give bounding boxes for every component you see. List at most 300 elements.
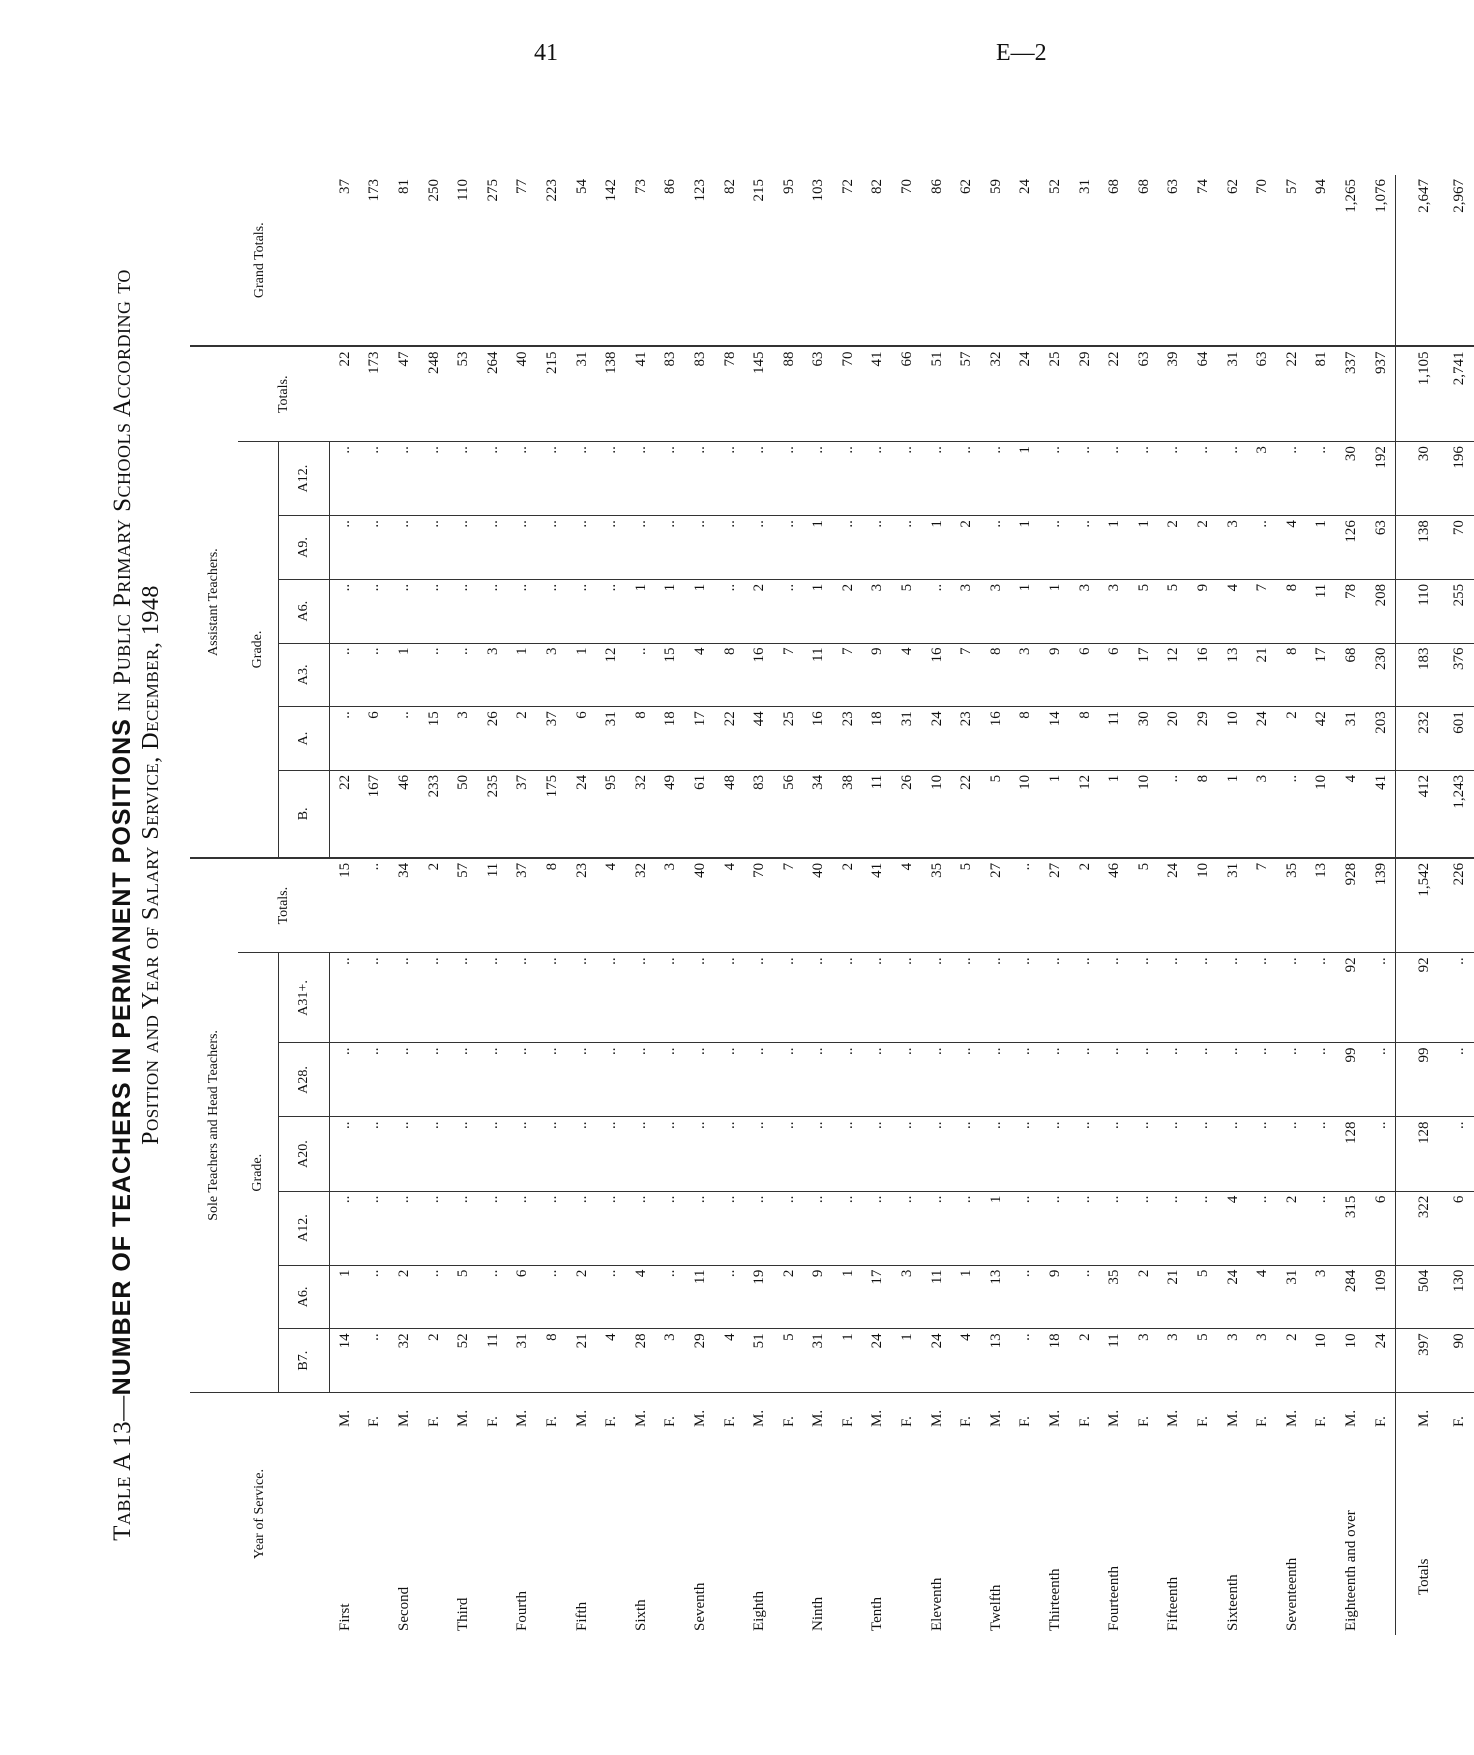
sole-value-cell: .. bbox=[922, 1117, 952, 1191]
asst-value-cell: 235 bbox=[478, 770, 508, 857]
asst-value-cell: 3 bbox=[448, 707, 478, 771]
grand-total-cell: 70 bbox=[1247, 175, 1277, 347]
asst-value-cell: 2 bbox=[1188, 516, 1218, 580]
asst-value-cell: 37 bbox=[508, 770, 538, 857]
sole-grade-col-header: A20. bbox=[279, 1117, 330, 1191]
asst-total-cell: 47 bbox=[389, 347, 419, 442]
sole-total-cell: 4 bbox=[715, 858, 745, 953]
grand-total-cell: 82 bbox=[715, 175, 745, 347]
sole-value-cell: .. bbox=[330, 1117, 360, 1191]
sole-value-cell: .. bbox=[537, 1043, 567, 1117]
sole-total-cell: 34 bbox=[389, 858, 419, 953]
sole-value-cell: .. bbox=[804, 1191, 834, 1265]
asst-value-cell: 30 bbox=[1396, 442, 1445, 516]
sole-value-cell: .. bbox=[833, 1043, 863, 1117]
year-cell: Sixth bbox=[632, 1599, 649, 1631]
sex-cell: F. bbox=[484, 1416, 501, 1427]
year-cell bbox=[1011, 1431, 1041, 1635]
sole-value-cell: 504 bbox=[1396, 1265, 1445, 1329]
asst-value-cell: 1 bbox=[1129, 516, 1159, 580]
asst-value-cell: 70 bbox=[1444, 516, 1474, 580]
asst-value-cell: 8 bbox=[1188, 770, 1218, 857]
sole-value-cell: .. bbox=[389, 1043, 419, 1117]
sole-value-cell: .. bbox=[1040, 1191, 1070, 1265]
title-main: NUMBER OF TEACHERS IN PERMANENT POSITIONS bbox=[108, 718, 136, 1396]
grand-total-cell: 86 bbox=[922, 175, 952, 347]
sole-value-cell: .. bbox=[478, 1191, 508, 1265]
asst-value-cell: 29 bbox=[1188, 707, 1218, 771]
sole-value-cell: .. bbox=[419, 1043, 449, 1117]
asst-value-cell: 49 bbox=[656, 770, 686, 857]
grand-total-cell: 275 bbox=[478, 175, 508, 347]
year-cell bbox=[774, 1431, 804, 1635]
asst-value-cell: 10 bbox=[1218, 707, 1248, 771]
sole-value-cell: 1 bbox=[330, 1265, 360, 1329]
asst-value-cell: 4 bbox=[1336, 770, 1366, 857]
sole-value-cell: .. bbox=[1444, 953, 1474, 1043]
asst-total-cell: 63 bbox=[804, 347, 834, 442]
year-cell: Ninth bbox=[810, 1596, 827, 1631]
grand-total-cell: 57 bbox=[1277, 175, 1307, 347]
asst-value-cell: 196 bbox=[1444, 442, 1474, 516]
year-cell: Sixteenth bbox=[1224, 1574, 1241, 1631]
asst-value-cell: 8 bbox=[715, 643, 745, 707]
sole-value-cell: .. bbox=[1040, 1043, 1070, 1117]
year-cell: Third bbox=[455, 1597, 472, 1631]
sole-value-cell: 3 bbox=[1307, 1265, 1337, 1329]
asst-value-cell: .. bbox=[922, 442, 952, 516]
sex-cell: F. bbox=[839, 1416, 856, 1427]
asst-total-cell: 31 bbox=[567, 347, 597, 442]
sole-total-cell: .. bbox=[1011, 858, 1041, 953]
sole-value-cell: .. bbox=[1218, 953, 1248, 1043]
asst-value-cell: 9 bbox=[1040, 643, 1070, 707]
sole-value-cell: .. bbox=[330, 1191, 360, 1265]
table-row bbox=[1188, 175, 1218, 1635]
asst-value-cell: .. bbox=[981, 442, 1011, 516]
sole-value-cell: .. bbox=[922, 1043, 952, 1117]
asst-total-cell: 31 bbox=[1218, 347, 1248, 442]
table-row bbox=[1040, 175, 1070, 1635]
asst-value-cell: 78 bbox=[1336, 579, 1366, 643]
sole-value-cell: 128 bbox=[1396, 1117, 1445, 1191]
asst-total-cell: 29 bbox=[1070, 347, 1100, 442]
assistant-teachers-header: Assistant Teachers. bbox=[190, 347, 238, 858]
asst-grade-header: Grade. bbox=[238, 442, 279, 858]
asst-value-cell: 208 bbox=[1366, 579, 1396, 643]
sole-value-cell: .. bbox=[508, 1191, 538, 1265]
sole-value-cell: 11 bbox=[685, 1265, 715, 1329]
sole-value-cell: .. bbox=[685, 1043, 715, 1117]
sole-value-cell: .. bbox=[1218, 1043, 1248, 1117]
year-cell: Second bbox=[395, 1586, 412, 1631]
year-cell: Thirteenth bbox=[1047, 1568, 1064, 1631]
asst-value-cell: .. bbox=[1159, 770, 1189, 857]
asst-value-cell: 24 bbox=[922, 707, 952, 771]
sole-value-cell: 35 bbox=[1099, 1265, 1129, 1329]
asst-value-cell: 8 bbox=[1011, 707, 1041, 771]
sole-total-cell: 23 bbox=[567, 858, 597, 953]
table-row bbox=[744, 175, 774, 1635]
sole-value-cell: .. bbox=[360, 1117, 390, 1191]
year-cell: Tenth bbox=[869, 1597, 886, 1631]
sole-value-cell: 315 bbox=[1336, 1191, 1366, 1265]
title-line2: Position and Year of Salary Service, December, 1948 bbox=[137, 585, 164, 1145]
asst-value-cell: 16 bbox=[804, 707, 834, 771]
asst-value-cell: 192 bbox=[1366, 442, 1396, 516]
asst-value-cell: 1 bbox=[1099, 770, 1129, 857]
asst-value-cell: .. bbox=[1159, 442, 1189, 516]
asst-value-cell: 11 bbox=[1099, 707, 1129, 771]
asst-value-cell: 3 bbox=[1218, 516, 1248, 580]
asst-total-cell: 22 bbox=[1277, 347, 1307, 442]
sole-value-cell: 1 bbox=[892, 1329, 922, 1393]
asst-value-cell: 175 bbox=[537, 770, 567, 857]
asst-value-cell: 38 bbox=[833, 770, 863, 857]
sole-value-cell: .. bbox=[537, 1265, 567, 1329]
sole-value-cell: .. bbox=[1247, 953, 1277, 1043]
sole-teachers-header: Sole Teachers and Head Teachers. bbox=[190, 858, 238, 1393]
sole-total-cell: 46 bbox=[1099, 858, 1129, 953]
sole-value-cell: .. bbox=[1070, 953, 1100, 1043]
sole-value-cell: .. bbox=[922, 1191, 952, 1265]
asst-value-cell: 30 bbox=[1129, 707, 1159, 771]
asst-value-cell: .. bbox=[892, 516, 922, 580]
asst-value-cell: 601 bbox=[1444, 707, 1474, 771]
asst-total-cell: 264 bbox=[478, 347, 508, 442]
asst-value-cell: 412 bbox=[1396, 770, 1445, 857]
asst-value-cell: 233 bbox=[419, 770, 449, 857]
sole-grade-col-header: A6. bbox=[279, 1265, 330, 1329]
sole-value-cell: .. bbox=[804, 1117, 834, 1191]
sole-value-cell: .. bbox=[419, 1117, 449, 1191]
asst-value-cell: .. bbox=[508, 516, 538, 580]
grand-total-cell: 68 bbox=[1099, 175, 1129, 347]
asst-value-cell: .. bbox=[715, 516, 745, 580]
sole-value-cell: .. bbox=[774, 1117, 804, 1191]
asst-value-cell: .. bbox=[1040, 442, 1070, 516]
sole-value-cell: .. bbox=[1129, 1043, 1159, 1117]
sex-cell: M. bbox=[632, 1409, 649, 1427]
year-cell: Fifteenth bbox=[1165, 1576, 1182, 1631]
sole-value-cell: 1 bbox=[951, 1265, 981, 1329]
sole-value-cell: .. bbox=[715, 1043, 745, 1117]
sole-value-cell: .. bbox=[1277, 953, 1307, 1043]
sex-cell: M. bbox=[1047, 1409, 1064, 1427]
sole-value-cell: .. bbox=[626, 1191, 656, 1265]
asst-value-cell: 16 bbox=[922, 643, 952, 707]
sole-totals-header: Totals. bbox=[238, 858, 330, 953]
sole-value-cell: .. bbox=[1188, 1043, 1218, 1117]
asst-value-cell: 1 bbox=[804, 516, 834, 580]
asst-value-cell: 2 bbox=[833, 579, 863, 643]
sole-value-cell: 3 bbox=[1159, 1329, 1189, 1393]
sex-cell: M. bbox=[1165, 1409, 1182, 1427]
sole-total-cell: .. bbox=[360, 858, 390, 953]
grand-total-cell: 1,265 bbox=[1336, 175, 1366, 347]
asst-value-cell: 12 bbox=[1159, 643, 1189, 707]
sole-value-cell: 130 bbox=[1444, 1265, 1474, 1329]
asst-value-cell: 1 bbox=[685, 579, 715, 643]
asst-value-cell: .. bbox=[478, 516, 508, 580]
asst-value-cell: 18 bbox=[863, 707, 893, 771]
sole-value-cell: 24 bbox=[1218, 1265, 1248, 1329]
sole-value-cell: .. bbox=[951, 953, 981, 1043]
table-row bbox=[448, 175, 478, 1635]
asst-value-cell: .. bbox=[1277, 442, 1307, 516]
sole-value-cell: .. bbox=[715, 953, 745, 1043]
asst-value-cell: 34 bbox=[804, 770, 834, 857]
sole-value-cell: .. bbox=[744, 1043, 774, 1117]
sole-total-cell: 5 bbox=[951, 858, 981, 953]
sole-value-cell: .. bbox=[508, 1043, 538, 1117]
sole-value-cell: 6 bbox=[1444, 1191, 1474, 1265]
asst-value-cell: .. bbox=[478, 442, 508, 516]
table-row bbox=[1159, 175, 1189, 1635]
sole-value-cell: .. bbox=[1159, 1191, 1189, 1265]
sole-total-cell: 15 bbox=[330, 858, 360, 953]
sole-value-cell: .. bbox=[1444, 1043, 1474, 1117]
sole-value-cell: 10 bbox=[1336, 1329, 1366, 1393]
sole-value-cell: .. bbox=[360, 953, 390, 1043]
sole-value-cell: .. bbox=[1129, 1117, 1159, 1191]
asst-value-cell: 12 bbox=[596, 643, 626, 707]
sex-cell: M. bbox=[810, 1409, 827, 1427]
asst-value-cell: .. bbox=[1218, 442, 1248, 516]
asst-total-cell: 248 bbox=[419, 347, 449, 442]
sole-value-cell: 2 bbox=[1277, 1191, 1307, 1265]
sole-value-cell: .. bbox=[537, 953, 567, 1043]
sole-value-cell: .. bbox=[951, 1043, 981, 1117]
asst-total-cell: 57 bbox=[951, 347, 981, 442]
page-number: 41 bbox=[534, 40, 558, 66]
sole-grade-col-header: A31+. bbox=[279, 953, 330, 1043]
grand-total-cell: 62 bbox=[1218, 175, 1248, 347]
sole-value-cell: .. bbox=[360, 1265, 390, 1329]
sole-total-cell: 2 bbox=[419, 858, 449, 953]
asst-total-cell: 53 bbox=[448, 347, 478, 442]
sole-value-cell: .. bbox=[1188, 953, 1218, 1043]
asst-value-cell: 7 bbox=[774, 643, 804, 707]
asst-value-cell: .. bbox=[892, 442, 922, 516]
asst-value-cell: .. bbox=[1277, 770, 1307, 857]
sole-value-cell: .. bbox=[389, 953, 419, 1043]
sole-value-cell: .. bbox=[1011, 953, 1041, 1043]
sole-value-cell: 4 bbox=[715, 1329, 745, 1393]
sole-total-cell: 11 bbox=[478, 858, 508, 953]
asst-value-cell: .. bbox=[774, 442, 804, 516]
title-suffix: in Public Primary Schools According to bbox=[109, 269, 136, 712]
asst-value-cell: .. bbox=[330, 579, 360, 643]
sole-value-cell: .. bbox=[744, 1117, 774, 1191]
asst-value-cell: .. bbox=[419, 579, 449, 643]
sex-cell: F. bbox=[543, 1416, 560, 1427]
table-title bbox=[108, 155, 165, 1655]
asst-value-cell: 63 bbox=[1366, 516, 1396, 580]
sole-value-cell: .. bbox=[685, 953, 715, 1043]
sole-value-cell: 4 bbox=[1247, 1265, 1277, 1329]
grand-total-cell: 77 bbox=[508, 175, 538, 347]
sole-value-cell: 9 bbox=[804, 1265, 834, 1329]
asst-value-cell: 21 bbox=[1247, 643, 1277, 707]
asst-value-cell: 167 bbox=[360, 770, 390, 857]
asst-value-cell: .. bbox=[744, 516, 774, 580]
sole-value-cell: .. bbox=[1099, 1117, 1129, 1191]
asst-value-cell: 24 bbox=[567, 770, 597, 857]
sole-value-cell: 2 bbox=[774, 1265, 804, 1329]
sole-value-cell: .. bbox=[656, 1191, 686, 1265]
sole-total-cell: 37 bbox=[508, 858, 538, 953]
asst-value-cell: 1 bbox=[804, 579, 834, 643]
asst-value-cell: 6 bbox=[1070, 643, 1100, 707]
sole-value-cell: 3 bbox=[1247, 1329, 1277, 1393]
sex-cell: F. bbox=[1254, 1416, 1271, 1427]
asst-value-cell: 16 bbox=[981, 707, 1011, 771]
year-cell: Fourth bbox=[514, 1590, 531, 1631]
asst-value-cell: .. bbox=[508, 579, 538, 643]
sole-value-cell: 6 bbox=[1366, 1191, 1396, 1265]
grand-total-cell: 73 bbox=[626, 175, 656, 347]
asst-value-cell: 8 bbox=[981, 643, 1011, 707]
asst-value-cell: 2 bbox=[1277, 707, 1307, 771]
asst-value-cell: .. bbox=[626, 516, 656, 580]
asst-value-cell: 1 bbox=[1011, 442, 1041, 516]
asst-value-cell: .. bbox=[567, 579, 597, 643]
asst-value-cell: 2 bbox=[744, 579, 774, 643]
asst-total-cell: 337 bbox=[1336, 347, 1366, 442]
sole-value-cell: .. bbox=[1099, 953, 1129, 1043]
sole-value-cell: 17 bbox=[863, 1265, 893, 1329]
table-row bbox=[508, 175, 538, 1635]
sex-cell: F. bbox=[1135, 1416, 1152, 1427]
asst-value-cell: 26 bbox=[892, 770, 922, 857]
year-cell: Totals bbox=[1396, 1431, 1445, 1635]
sex-cell: F. bbox=[603, 1416, 620, 1427]
asst-total-cell: 88 bbox=[774, 347, 804, 442]
asst-value-cell: .. bbox=[448, 442, 478, 516]
year-of-service-header: Year of Service. bbox=[251, 1469, 267, 1559]
asst-value-cell: .. bbox=[448, 643, 478, 707]
asst-value-cell: .. bbox=[508, 442, 538, 516]
sole-value-cell: .. bbox=[389, 1117, 419, 1191]
asst-value-cell: 3 bbox=[1070, 579, 1100, 643]
table-row bbox=[1011, 175, 1041, 1635]
sole-total-cell: 928 bbox=[1336, 858, 1366, 953]
sole-value-cell: .. bbox=[419, 1191, 449, 1265]
sole-total-cell: 2 bbox=[833, 858, 863, 953]
asst-value-cell: 1 bbox=[508, 643, 538, 707]
sex-cell: M. bbox=[336, 1409, 353, 1427]
sole-value-cell: .. bbox=[567, 1117, 597, 1191]
asst-value-cell: 7 bbox=[1247, 579, 1277, 643]
sole-value-cell: .. bbox=[1366, 953, 1396, 1043]
asst-value-cell: .. bbox=[1099, 442, 1129, 516]
asst-value-cell: 9 bbox=[863, 643, 893, 707]
asst-value-cell: .. bbox=[1070, 516, 1100, 580]
asst-value-cell: 5 bbox=[892, 579, 922, 643]
sole-value-cell: .. bbox=[1277, 1117, 1307, 1191]
asst-value-cell: 18 bbox=[656, 707, 686, 771]
sex-cell: F. bbox=[958, 1416, 975, 1427]
year-cell bbox=[1444, 1431, 1474, 1635]
sole-value-cell: 31 bbox=[508, 1329, 538, 1393]
asst-value-cell: .. bbox=[774, 579, 804, 643]
asst-value-cell: 3 bbox=[951, 579, 981, 643]
grand-total-cell: 123 bbox=[685, 175, 715, 347]
sole-value-cell: .. bbox=[478, 953, 508, 1043]
sole-value-cell: 92 bbox=[1336, 953, 1366, 1043]
asst-value-cell: 46 bbox=[389, 770, 419, 857]
table-row bbox=[1307, 175, 1337, 1635]
asst-value-cell: 230 bbox=[1366, 643, 1396, 707]
asst-value-cell: .. bbox=[419, 516, 449, 580]
grand-total-cell: 95 bbox=[774, 175, 804, 347]
asst-value-cell: .. bbox=[863, 516, 893, 580]
asst-value-cell: .. bbox=[448, 579, 478, 643]
asst-value-cell: 11 bbox=[863, 770, 893, 857]
sole-value-cell: 18 bbox=[1040, 1329, 1070, 1393]
sole-total-cell: 10 bbox=[1188, 858, 1218, 953]
sole-value-cell: .. bbox=[626, 953, 656, 1043]
sole-value-cell: 11 bbox=[922, 1265, 952, 1329]
asst-value-cell: .. bbox=[330, 516, 360, 580]
sole-value-cell: .. bbox=[892, 1043, 922, 1117]
sole-total-cell: 226 bbox=[1444, 858, 1474, 953]
asst-value-cell: 32 bbox=[626, 770, 656, 857]
table-row bbox=[1277, 175, 1307, 1635]
year-cell bbox=[1247, 1431, 1277, 1635]
sex-cell: F. bbox=[899, 1416, 916, 1427]
grand-total-cell: 142 bbox=[596, 175, 626, 347]
sole-total-cell: 40 bbox=[685, 858, 715, 953]
asst-value-cell: .. bbox=[804, 442, 834, 516]
sole-value-cell: .. bbox=[863, 1043, 893, 1117]
sole-value-cell: 11 bbox=[478, 1329, 508, 1393]
year-cell: Seventeenth bbox=[1283, 1557, 1300, 1631]
sole-grade-header: Grade. bbox=[238, 953, 279, 1393]
asst-total-cell: 66 bbox=[892, 347, 922, 442]
sole-value-cell: .. bbox=[744, 1191, 774, 1265]
asst-grade-col-header: A9. bbox=[279, 516, 330, 580]
year-cell: Eighteenth and over bbox=[1342, 1510, 1359, 1631]
grand-total-cell: 74 bbox=[1188, 175, 1218, 347]
asst-value-cell: 23 bbox=[951, 707, 981, 771]
asst-total-cell: 63 bbox=[1129, 347, 1159, 442]
sole-value-cell: .. bbox=[330, 953, 360, 1043]
sole-value-cell: 29 bbox=[685, 1329, 715, 1393]
grand-total-cell: 24 bbox=[1011, 175, 1041, 347]
year-cell: Seventh bbox=[691, 1582, 708, 1631]
sole-value-cell: .. bbox=[360, 1329, 390, 1393]
sole-value-cell: 2 bbox=[389, 1265, 419, 1329]
sole-value-cell: .. bbox=[1159, 953, 1189, 1043]
sole-value-cell: .. bbox=[1307, 1043, 1337, 1117]
sole-value-cell: .. bbox=[774, 1191, 804, 1265]
asst-total-cell: 39 bbox=[1159, 347, 1189, 442]
asst-value-cell: .. bbox=[951, 442, 981, 516]
totals-row bbox=[1444, 175, 1474, 1635]
sole-value-cell: .. bbox=[951, 1191, 981, 1265]
sex-cell: F. bbox=[1017, 1416, 1034, 1427]
asst-value-cell: 56 bbox=[774, 770, 804, 857]
grand-total-cell: 110 bbox=[448, 175, 478, 347]
asst-value-cell: 15 bbox=[656, 643, 686, 707]
sole-value-cell: .. bbox=[1366, 1043, 1396, 1117]
sole-value-cell: 284 bbox=[1336, 1265, 1366, 1329]
asst-value-cell: .. bbox=[1129, 442, 1159, 516]
asst-value-cell: 8 bbox=[1277, 643, 1307, 707]
sole-value-cell: 21 bbox=[1159, 1265, 1189, 1329]
